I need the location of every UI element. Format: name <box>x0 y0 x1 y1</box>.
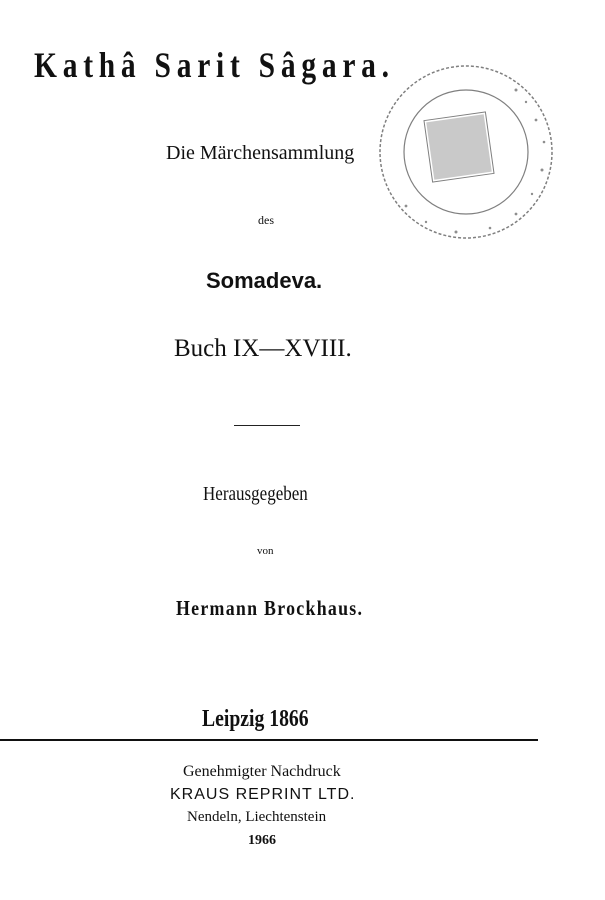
preposition-von: von <box>257 545 274 557</box>
reprint-location: Nendeln, Liechtenstein <box>187 809 327 825</box>
reprint-notice: Genehmigter Nachdruck <box>183 763 341 780</box>
book-title: Kathâ Sarit Sâgara. <box>34 45 395 85</box>
author-name: Somadeva. <box>206 268 323 293</box>
editor-name: Hermann Brockhaus. <box>176 596 364 620</box>
preposition-des: des <box>258 213 274 227</box>
edited-by-label: Herausgegeben <box>203 483 308 505</box>
volume-range: Buch IX—XVIII. <box>174 335 352 362</box>
short-divider <box>234 425 300 426</box>
reprint-publisher: KRAUS REPRINT LTD. <box>170 786 356 803</box>
subtitle: Die Märchensammlung <box>166 142 355 164</box>
place-and-year: Leipzig 1866 <box>202 706 309 732</box>
library-stamp-icon <box>366 60 566 250</box>
long-divider <box>0 739 538 741</box>
reprint-year: 1966 <box>248 833 276 848</box>
